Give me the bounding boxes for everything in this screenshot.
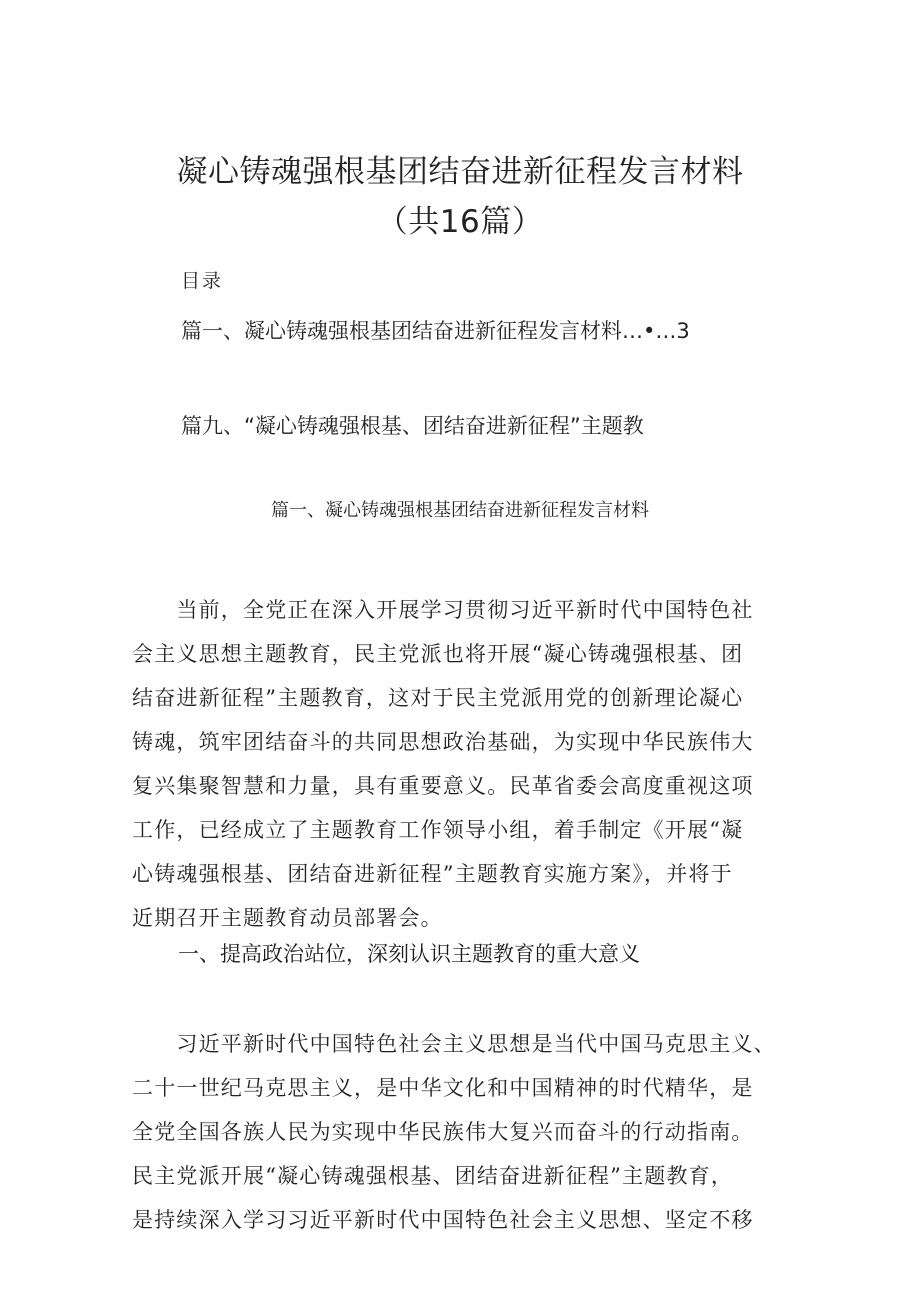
toc-item[interactable]: 篇九、“凝心铸魂强根基、团结奋进新征程”主题教	[181, 414, 644, 438]
toc-label: 目录	[181, 270, 224, 292]
section-heading: 一、提高政治站位，深刻认识主题教育的重大意义	[178, 942, 640, 966]
body-paragraph	[132, 1022, 792, 1242]
paragraph-line: 复兴集聚智慧和力量，具有重要意义。民革省委会高度重视这项	[132, 774, 754, 798]
paragraph-line: 会主义思想主题教育，民主党派也将开展“凝心铸魂强根基、团	[132, 642, 744, 666]
paragraph-line: 是持续深入学习习近平新时代中国特色社会主义思想、坚定不移	[132, 1208, 754, 1232]
section-title: 篇一、凝心铸魂强根基团结奋进新征程发言材料	[271, 500, 649, 521]
paragraph-line: 近期召开主题教育动员部署会。	[132, 906, 443, 930]
paragraph-line: 当前，全党正在深入开展学习贯彻习近平新时代中国特色社	[132, 598, 754, 622]
paragraph-line: 全党全国各族人民为实现中华民族伟大复兴而奋斗的行动指南。	[132, 1120, 754, 1144]
paragraph-line: 习近平新时代中国特色社会主义思想是当代中国马克思主义、	[132, 1032, 776, 1056]
document-title: 凝心铸魂强根基团结奋进新征程发言材料	[176, 154, 744, 190]
paragraph-line: 结奋进新征程”主题教育，这对于民主党派用党的创新理论凝心	[132, 686, 744, 710]
body-paragraph	[132, 588, 792, 940]
document-subtitle: （共16篇）	[376, 204, 544, 240]
paragraph-line: 工作，已经成立了主题教育工作领导小组，着手制定《开展“凝	[132, 818, 744, 842]
paragraph-line: 心铸魂强根基、团结奋进新征程”主题教育实施方案》，并将于	[132, 862, 733, 886]
paragraph-line: 二十一世纪马克思主义，是中华文化和中国精神的时代精华，是	[132, 1076, 754, 1100]
paragraph-line: 民主党派开展“凝心铸魂强根基、团结奋进新征程”主题教育，	[132, 1164, 734, 1188]
paragraph-line: 铸魂，筑牢团结奋斗的共同思想政治基础，为实现中华民族伟大	[132, 730, 754, 754]
toc-item[interactable]: 篇一、凝心铸魂强根基团结奋进新征程发言材料…•…3	[181, 319, 690, 343]
